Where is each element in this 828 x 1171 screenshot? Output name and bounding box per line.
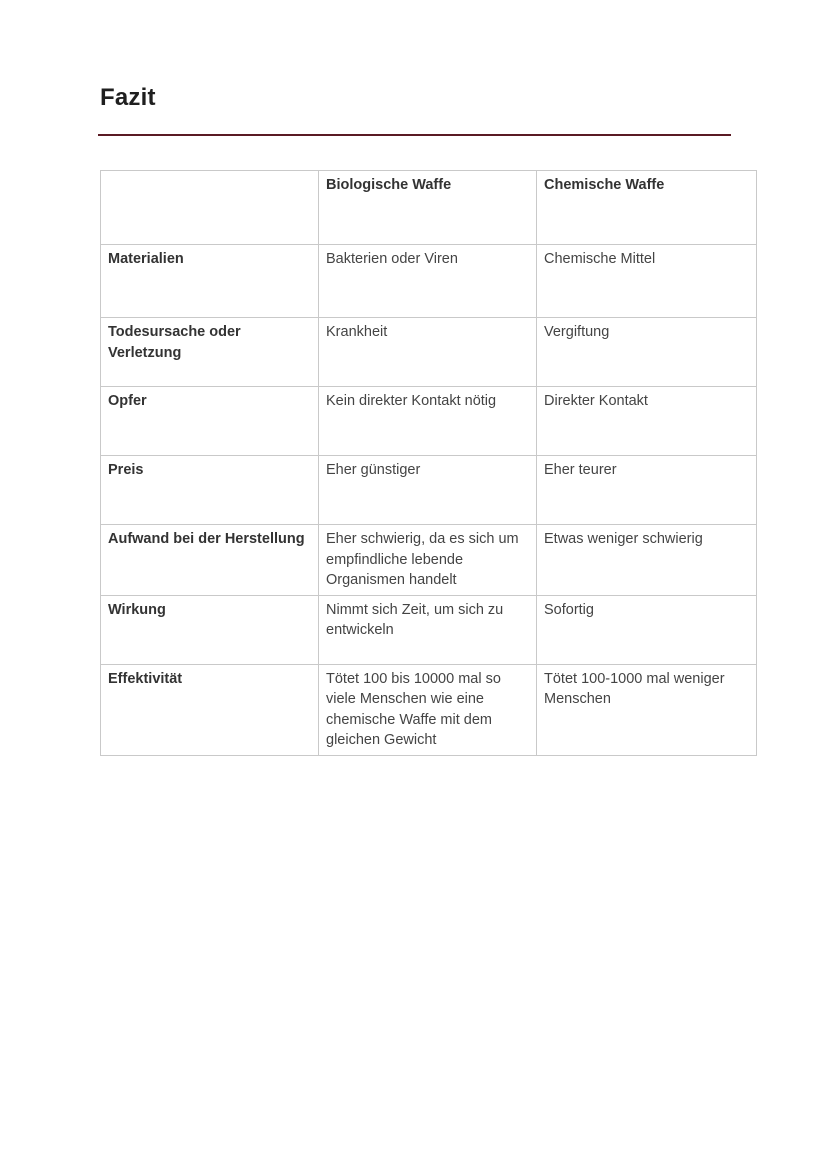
cell-biological: Kein direkter Kontakt nötig — [319, 387, 537, 456]
table-row — [101, 595, 757, 664]
row-label: Preis — [101, 456, 319, 525]
row-label: Effektivität — [101, 664, 319, 755]
cell-biological: Nimmt sich Zeit, um sich zu entwickeln — [319, 595, 537, 664]
page-title: Fazit — [100, 84, 156, 111]
table-row — [101, 245, 757, 318]
title-divider — [98, 134, 731, 136]
cell-biological: Eher günstiger — [319, 456, 537, 525]
comparison-table — [100, 170, 757, 756]
cell-biological: Bakterien oder Viren — [319, 245, 537, 318]
cell-biological: Tötet 100 bis 10000 mal so viele Menschen wie eine chemische Waffe mit dem gleichen Gewicht — [319, 664, 537, 755]
cell-chemical: Sofortig — [537, 595, 757, 664]
cell-biological: Eher schwierig, da es sich um empfindliche lebende Organismen handelt — [319, 525, 537, 596]
header-cell-chemical: Chemische Waffe — [537, 171, 757, 245]
header-cell-empty — [101, 171, 319, 245]
cell-chemical: Direkter Kontakt — [537, 387, 757, 456]
cell-chemical: Tötet 100-1000 mal weniger Menschen — [537, 664, 757, 755]
table-row — [101, 318, 757, 387]
row-label: Aufwand bei der Herstellung — [101, 525, 319, 596]
table-row — [101, 664, 757, 755]
cell-chemical: Eher teurer — [537, 456, 757, 525]
header-cell-biological: Biologische Waffe — [319, 171, 537, 245]
row-label: Todesursache oder Verletzung — [101, 318, 319, 387]
cell-chemical: Chemische Mittel — [537, 245, 757, 318]
row-label: Materialien — [101, 245, 319, 318]
table-header-row — [101, 171, 757, 245]
row-label: Opfer — [101, 387, 319, 456]
row-label: Wirkung — [101, 595, 319, 664]
table-row — [101, 525, 757, 596]
cell-biological: Krankheit — [319, 318, 537, 387]
cell-chemical: Vergiftung — [537, 318, 757, 387]
cell-chemical: Etwas weniger schwierig — [537, 525, 757, 596]
table-row — [101, 387, 757, 456]
table-row — [101, 456, 757, 525]
